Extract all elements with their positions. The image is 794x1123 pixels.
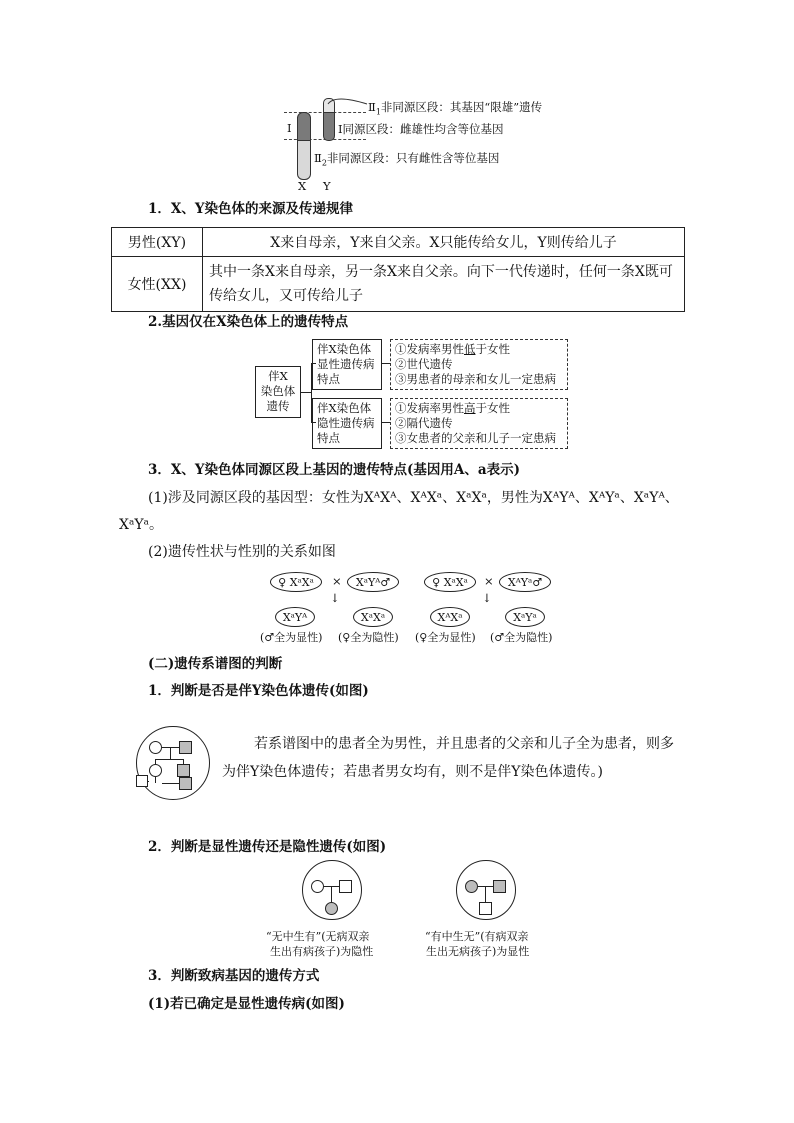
connector [382, 363, 390, 364]
times-2: × [484, 574, 494, 588]
offspring-3: XᴬXᵃ [430, 607, 470, 627]
label-i: Ⅰ同源区段：雌雄性均含等位基因 [338, 122, 504, 136]
y-linked-pedigree [136, 726, 210, 800]
child-unaffected [479, 902, 492, 915]
father-unaffected [339, 880, 352, 893]
parent-female-2: ♀ XᵃXᵃ [424, 572, 476, 592]
child-affected [325, 902, 338, 915]
recessive-pedigree [302, 860, 362, 920]
arrow-2: ↓ [482, 591, 492, 605]
connector [301, 392, 311, 393]
father-affected [493, 880, 506, 893]
section4-title: (二)遗传系谱图的判断 [148, 656, 283, 672]
descent-line [170, 747, 171, 759]
descent-line [485, 886, 486, 903]
mother-unaffected [311, 880, 324, 893]
female-text: 其中一条X来自母亲，另一条X来自父亲。向下一代传递时，任何一条X既可传给女儿，又可传给儿子 [203, 257, 685, 312]
male-unaffected [136, 775, 148, 787]
section3-p1b: XᵃYᵃ。 [119, 517, 164, 533]
sibship-line [155, 759, 183, 760]
offspring-4: XᵃYᵃ [505, 607, 545, 627]
xy-table [111, 227, 685, 312]
section3-p2: (2)遗传性状与性别的关系如图 [148, 544, 336, 560]
caption-recessive-2: 生出有病孩子)为隐性 [270, 945, 374, 958]
recessive-features: ①发病率男性高于女性 ②隔代遗传 ③女患者的父亲和儿子一定患病 [390, 398, 568, 449]
dominant-features: ①发病率男性低于女性 ②世代遗传 ③男患者的母亲和女儿一定患病 [390, 339, 568, 390]
caption-4: (♂全为隐性) [490, 631, 553, 644]
x-chromosome-nonhomologous [297, 140, 311, 180]
female-label: 女性(XX) [112, 257, 203, 312]
section1-title: 1．X、Y染色体的来源及传递规律 [148, 201, 354, 217]
son-affected [177, 764, 190, 777]
section3-p1: (1)涉及同源区段的基因型：女性为XᴬXᴬ、XᴬXᵃ、XᵃXᵃ，男性为XᴬYᴬ、XᴬYᵃ、XᵃYᴬ、 [148, 490, 679, 506]
table-row [112, 228, 685, 257]
dominant-box: 伴X染色体 显性遗传病 特点 [312, 339, 382, 390]
parent-male-1: XᵃYᴬ♂ [347, 572, 399, 592]
male-affected [179, 741, 192, 754]
label-ii1: $Ⅱ_1$非同源区段：其基因“限雄”遗传 [368, 100, 543, 117]
descent-line [331, 886, 332, 903]
male-label: 男性(XY) [112, 228, 203, 257]
section3-title: 3．X、Y染色体同源区段上基因的遗传特点(基因用A、a表示) [148, 462, 521, 478]
caption-3: (♀全为显性) [415, 631, 476, 644]
arrow-1: ↓ [330, 591, 340, 605]
grandson-affected [179, 777, 192, 790]
section2-title: 2.基因仅在X染色体上的遗传特点 [148, 314, 349, 330]
marriage-line [162, 783, 179, 784]
section4-1-text: 若系谱图中的患者全为男性，并且患者的父亲和儿子全为患者，则多为伴Y染色体遗传；若患者男女均有，则不是伴Y染色体遗传。) [222, 736, 674, 780]
section4-1-title: 1．判断是否是伴Y染色体遗传(如图) [148, 683, 369, 699]
offspring-1: XᵃYᴬ [275, 607, 315, 627]
parent-male-2: XᴬYᵃ♂ [499, 572, 551, 592]
caption-recessive-1: “无中生有”(无病双亲 [266, 930, 370, 943]
connector [382, 422, 390, 423]
male-text: X来自母亲，Y来自父亲。X只能传给女儿，Y则传给儿子 [203, 228, 685, 257]
parent-female-1: ♀ XᵃXᵃ [270, 572, 322, 592]
y-chromosome-homologous [323, 112, 335, 141]
caption-dominant-1: “有中生无”(有病双亲 [425, 930, 529, 943]
x-label: X [298, 179, 307, 193]
mother-affected [465, 880, 478, 893]
root-box: 伴X 染色体 遗传 [255, 366, 301, 418]
caption-1: (♂全为显性) [260, 631, 323, 644]
caption-dominant-2: 生出无病孩子)为显性 [426, 945, 530, 958]
recessive-box: 伴X染色体 隐性遗传病 特点 [312, 398, 382, 449]
daughter-unaffected [149, 764, 162, 777]
dominant-pedigree [456, 860, 516, 920]
caption-2: (♀全为隐性) [338, 631, 399, 644]
table-row [112, 257, 685, 312]
section4-3-1-title: (1)若已确定是显性遗传病(如图) [148, 996, 345, 1012]
times-1: × [332, 574, 342, 588]
offspring-2: XᵃXᵃ [353, 607, 393, 627]
section4-2-title: 2．判断是显性遗传还是隐性遗传(如图) [148, 839, 387, 855]
y-label: Y [323, 179, 331, 193]
label-i-left: Ⅰ [287, 121, 292, 135]
x-chromosome-homologous [297, 112, 311, 142]
female-unaffected [149, 741, 162, 754]
pointer-curve [325, 94, 370, 108]
label-ii2: $Ⅱ_2$非同源区段：只有雌性含等位基因 [314, 151, 500, 168]
section4-3-title: 3．判断致病基因的遗传方式 [148, 968, 320, 984]
